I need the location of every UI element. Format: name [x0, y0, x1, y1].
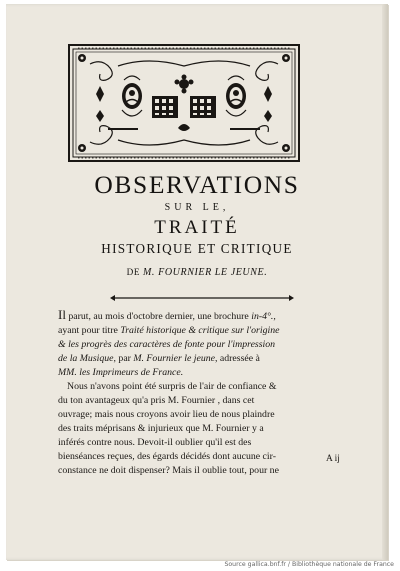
left-medallion-icon [122, 76, 142, 116]
paragraph2-line1: Nous n'avons point été surpris de l'air de confiance & [67, 381, 277, 392]
title-sur-le: SUR LE, [164, 202, 230, 213]
paragraph1-line1 [58, 308, 354, 324]
footer-text: Source gallica.bnf.fr / Bibliothèque nationale de France [224, 561, 394, 568]
paragraph1-line2 [58, 324, 354, 338]
p1-l4-a: de la Musique [58, 353, 114, 364]
p1-l4-c: M. Fournier le jeune [133, 353, 215, 364]
title-historique-critique: HISTORIQUE ET CRITIQUE [101, 241, 293, 256]
p1-l1-c: , [273, 311, 276, 322]
p1-l4-d: , adressée à [215, 353, 260, 364]
p1-l1-b: in-4°. [251, 311, 274, 322]
p1-l5: MM. les Imprimeurs de France. [58, 367, 184, 378]
title-author-suffix: LE JEUNE. [214, 267, 268, 278]
drop-word: Il [58, 307, 66, 322]
p1-l1-a: parut, au mois d'octobre dernier, une brochure [65, 311, 252, 322]
paragraph2-line2: du ton avantageux qu'a pris M. Fournier , dans cet [58, 395, 255, 406]
paragraph2-line4: des traits méprisans & injurieux que M. Fournier y a [58, 423, 264, 434]
decorative-rule [110, 294, 294, 302]
p1-l2-b: Traité historique & critique sur l'origine [120, 325, 280, 336]
p1-l3: & les progrès des caractères de fonte pour l'impression [58, 339, 276, 350]
right-medallion-icon [226, 76, 246, 116]
title-author-name: M. FOURNIER [143, 267, 212, 278]
title-observations: OBSERVATIONS [94, 170, 300, 199]
source-footer [0, 561, 400, 571]
paragraph2-line5: inférés contre nous. Devoit-il oublier qu'il est des [58, 437, 252, 448]
signature-mark: A ij [326, 454, 340, 464]
paragraph2-line3: ouvrage; mais nous croyons avoir lieu de nous plaindre [58, 409, 275, 420]
paragraph1-line4 [58, 352, 354, 366]
title-author [6, 267, 388, 278]
p1-l2-a: ayant pour titre [58, 325, 121, 336]
title-author-prefix: DE [126, 267, 141, 277]
paragraph2-line7: constance ne doit dispenser? Mais il oublie tout, pour ne [58, 465, 279, 476]
paragraph1-line5 [58, 366, 354, 380]
paragraph2-line6: bienséances reçues, des égards décidés dont aucune cir- [58, 451, 276, 462]
p1-l4-b: , par [113, 353, 134, 364]
title-traite: TRAITÉ [154, 217, 240, 238]
page-spine-shadow [382, 4, 388, 560]
body-text [58, 308, 354, 478]
headpiece-ornament [68, 44, 300, 162]
book-page [6, 4, 388, 560]
paragraph1-line3 [58, 338, 354, 352]
